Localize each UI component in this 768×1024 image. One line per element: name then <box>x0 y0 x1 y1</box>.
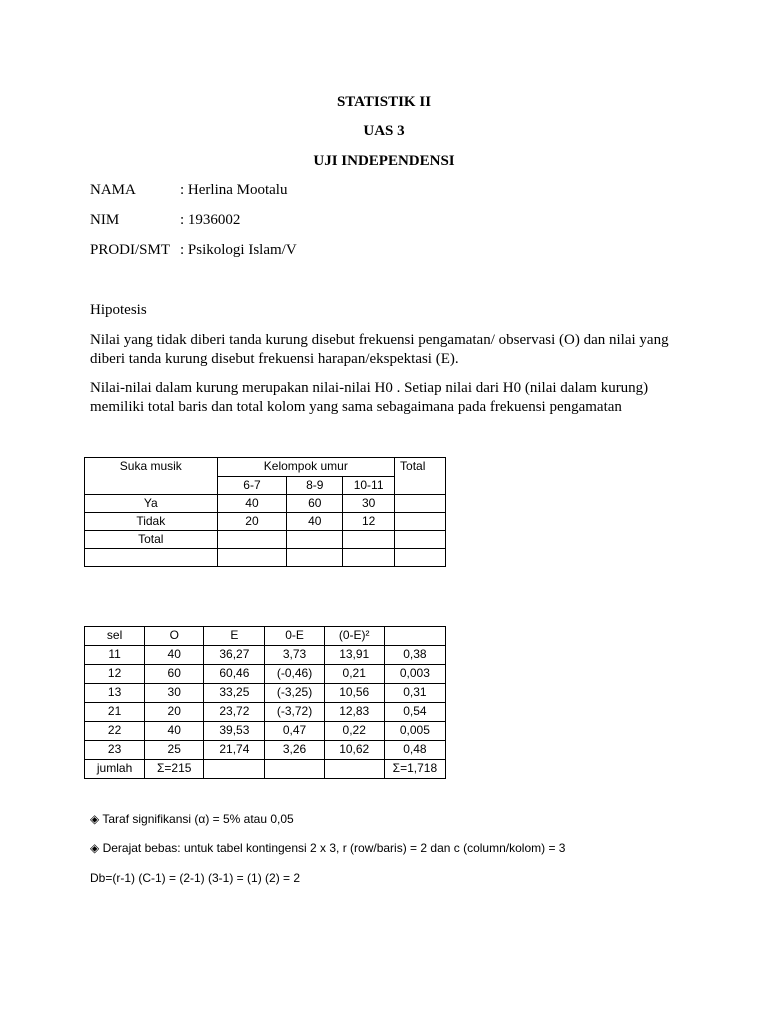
table-cell: 60 <box>145 665 204 684</box>
table-header-row <box>85 627 446 646</box>
prodi-label: PRODI/SMT <box>90 242 171 258</box>
table-cell: 40 <box>217 495 287 513</box>
table-cell: 21 <box>85 703 145 722</box>
note-significance: ◈ Taraf signifikansi (α) = 5% atau 0,05 <box>90 812 294 826</box>
subheader-age: 8-9 <box>287 477 343 495</box>
table-row <box>85 722 446 741</box>
prodi-value: : Psikologi Islam/V <box>180 242 297 258</box>
table-cell <box>204 760 265 779</box>
table-cell: 10,62 <box>324 741 384 760</box>
paragraph-2: Nilai-nilai dalam kurung merupakan nilai-nilai H0 . Setiap nilai dari H0 (nilai dalam kurung) memiliki total baris dan total kolom yang sama sebagaimana pada frekuensi pengamatan <box>90 380 649 415</box>
table-cell: 3,73 <box>265 646 324 665</box>
table-cell <box>343 549 395 567</box>
row-label: Ya <box>85 495 218 513</box>
table-cell: Σ=1,718 <box>384 760 445 779</box>
table-cell: 0,54 <box>384 703 445 722</box>
table-cell: 39,53 <box>204 722 265 741</box>
table-cell <box>287 531 343 549</box>
table-cell <box>324 760 384 779</box>
table-cell <box>343 531 395 549</box>
table-cell: 3,26 <box>265 741 324 760</box>
row-label: Total <box>85 531 218 549</box>
table-cell: (-0,46) <box>265 665 324 684</box>
table-cell: 13,91 <box>324 646 384 665</box>
table-cell <box>395 495 446 513</box>
nama-label: NAMA <box>90 182 136 198</box>
table-cell: 0,47 <box>265 722 324 741</box>
table-cell: 10,56 <box>324 684 384 703</box>
table-cell <box>395 531 446 549</box>
table-row <box>85 741 446 760</box>
header-e: E <box>204 627 265 646</box>
table-cell: 33,25 <box>204 684 265 703</box>
header-kelompok-umur: Kelompok umur <box>217 458 394 477</box>
table-cell: 40 <box>145 646 204 665</box>
table-cell: 21,74 <box>204 741 265 760</box>
table-cell <box>265 760 324 779</box>
table-cell: 23,72 <box>204 703 265 722</box>
header-total: Total <box>395 458 446 495</box>
nim-label: NIM <box>90 212 120 228</box>
header-o-minus-e: 0-E <box>265 627 324 646</box>
table-cell: 60 <box>287 495 343 513</box>
table-cell: (-3,72) <box>265 703 324 722</box>
doc-subtitle: UAS 3 <box>363 123 405 139</box>
header-suka-musik: Suka musik <box>85 458 218 495</box>
table-cell: jumlah <box>85 760 145 779</box>
table-cell <box>395 513 446 531</box>
header-o-minus-e-squared: (0-E)² <box>324 627 384 646</box>
table-row <box>85 703 446 722</box>
header-sel: sel <box>85 627 145 646</box>
row-label <box>85 549 218 567</box>
table-row <box>85 665 446 684</box>
table-cell: 12,83 <box>324 703 384 722</box>
table-cell <box>287 549 343 567</box>
table-row <box>85 513 446 531</box>
table-cell: 40 <box>145 722 204 741</box>
section-heading: Hipotesis <box>90 302 147 318</box>
row-label: Tidak <box>85 513 218 531</box>
table-cell <box>395 549 446 567</box>
table-cell: 60,46 <box>204 665 265 684</box>
note-degrees-freedom: ◈ Derajat bebas: untuk tabel kontingensi 2 x 3, r (row/baris) = 2 dan c (column/kolom) = 3 <box>90 841 566 855</box>
table-cell: 11 <box>85 646 145 665</box>
table-cell: 0,22 <box>324 722 384 741</box>
nim-value: : 1936002 <box>180 212 241 228</box>
table-row <box>85 549 446 567</box>
table-cell: 12 <box>85 665 145 684</box>
table-cell <box>217 531 287 549</box>
table-cell: 30 <box>343 495 395 513</box>
subheader-age: 6-7 <box>217 477 287 495</box>
table-row <box>85 531 446 549</box>
paragraph-1: Nilai yang tidak diberi tanda kurung disebut frekuensi pengamatan/ observasi (O) dan nilai yang diberi tanda kurung disebut frekuensi harapan/ekspektasi (E). <box>90 332 669 367</box>
header-blank <box>384 627 445 646</box>
table-cell: 30 <box>145 684 204 703</box>
table-cell: 0,005 <box>384 722 445 741</box>
table-cell: (-3,25) <box>265 684 324 703</box>
table-cell: 0,48 <box>384 741 445 760</box>
table-cell: 25 <box>145 741 204 760</box>
table-total-row <box>85 760 446 779</box>
table-cell: 13 <box>85 684 145 703</box>
table-cell: 12 <box>343 513 395 531</box>
nama-value: : Herlina Mootalu <box>180 182 288 198</box>
table-cell: 23 <box>85 741 145 760</box>
note-db-formula: Db=(r-1) (C-1) = (2-1) (3-1) = (1) (2) = 2 <box>90 871 301 885</box>
table-cell: 36,27 <box>204 646 265 665</box>
table-cell: 20 <box>145 703 204 722</box>
table-row <box>85 495 446 513</box>
table-cell: 20 <box>217 513 287 531</box>
table-cell: 0,31 <box>384 684 445 703</box>
doc-topic: UJI INDEPENDENSI <box>313 153 455 169</box>
table-cell: 0,21 <box>324 665 384 684</box>
table-cell: 40 <box>287 513 343 531</box>
table-cell: 0,38 <box>384 646 445 665</box>
subheader-age: 10-11 <box>343 477 395 495</box>
table-cell <box>217 549 287 567</box>
header-o: O <box>145 627 204 646</box>
table-cell: 22 <box>85 722 145 741</box>
chi-square-table <box>84 626 446 779</box>
table-row <box>85 646 446 665</box>
table-cell: 0,003 <box>384 665 445 684</box>
doc-title: STATISTIK II <box>336 94 432 110</box>
table-row <box>85 684 446 703</box>
table-cell: Σ=215 <box>145 760 204 779</box>
contingency-table <box>84 457 446 567</box>
